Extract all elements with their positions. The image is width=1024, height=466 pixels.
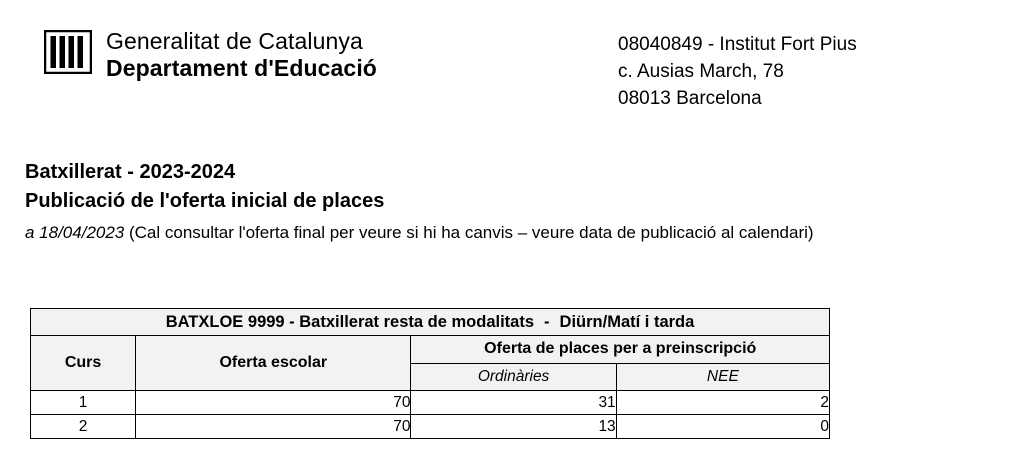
table-header-row-1	[31, 336, 830, 364]
offer-table	[30, 308, 830, 439]
table-row	[31, 391, 830, 415]
header-oferta-escolar: Oferta escolar	[136, 336, 411, 391]
banner-left-label: BATXLOE 9999 - Batxillerat resta de modalitats	[165, 312, 535, 331]
header-nee: NEE	[616, 363, 829, 391]
publication-date: a 18/04/2023	[25, 223, 129, 242]
page-subtitle: Publicació de l'oferta inicial de places	[25, 190, 385, 212]
cell-nee: 2	[616, 391, 829, 415]
brand-block	[44, 28, 377, 82]
cell-ordinaries: 13	[411, 415, 616, 439]
document-header	[0, 28, 1024, 109]
cell-curs: 2	[31, 415, 136, 439]
banner-separator: -	[544, 312, 550, 331]
header-oferta-preinscripcio: Oferta de places per a preinscripció	[411, 336, 830, 364]
header-ordinaries: Ordinàries	[411, 363, 616, 391]
cell-oferta-escolar: 70	[136, 391, 411, 415]
cell-oferta-escolar: 70	[136, 415, 411, 439]
generalitat-de-catalunya-logo-icon	[44, 30, 92, 74]
cell-ordinaries: 31	[411, 391, 616, 415]
publication-note-text: (Cal consultar l'oferta final per veure si hi ha canvis – veure data de publicació al calendari)	[128, 223, 814, 242]
cell-curs: 1	[31, 391, 136, 415]
table-row	[31, 415, 830, 439]
publication-note	[25, 219, 1005, 246]
table-banner	[31, 309, 830, 336]
page-title: Batxillerat - 2023-2024	[25, 161, 236, 183]
table-banner-row	[31, 309, 830, 336]
organisation-name: Generalitat de Catalunya	[106, 28, 363, 54]
header-curs: Curs	[31, 336, 136, 391]
offer-table-wrapper	[30, 308, 830, 439]
document-title-block	[25, 158, 1005, 246]
banner-right-label: Diürn/Matí i tarda	[559, 312, 695, 331]
cell-nee: 0	[616, 415, 829, 439]
school-city: 08013 Barcelona	[618, 87, 762, 109]
school-address: c. Ausias March, 78	[618, 60, 784, 82]
brand-text	[106, 28, 377, 82]
school-name: 08040849 - Institut Fort Pius	[618, 34, 857, 55]
school-info	[618, 32, 857, 113]
department-name: Departament d'Educació	[106, 55, 377, 82]
